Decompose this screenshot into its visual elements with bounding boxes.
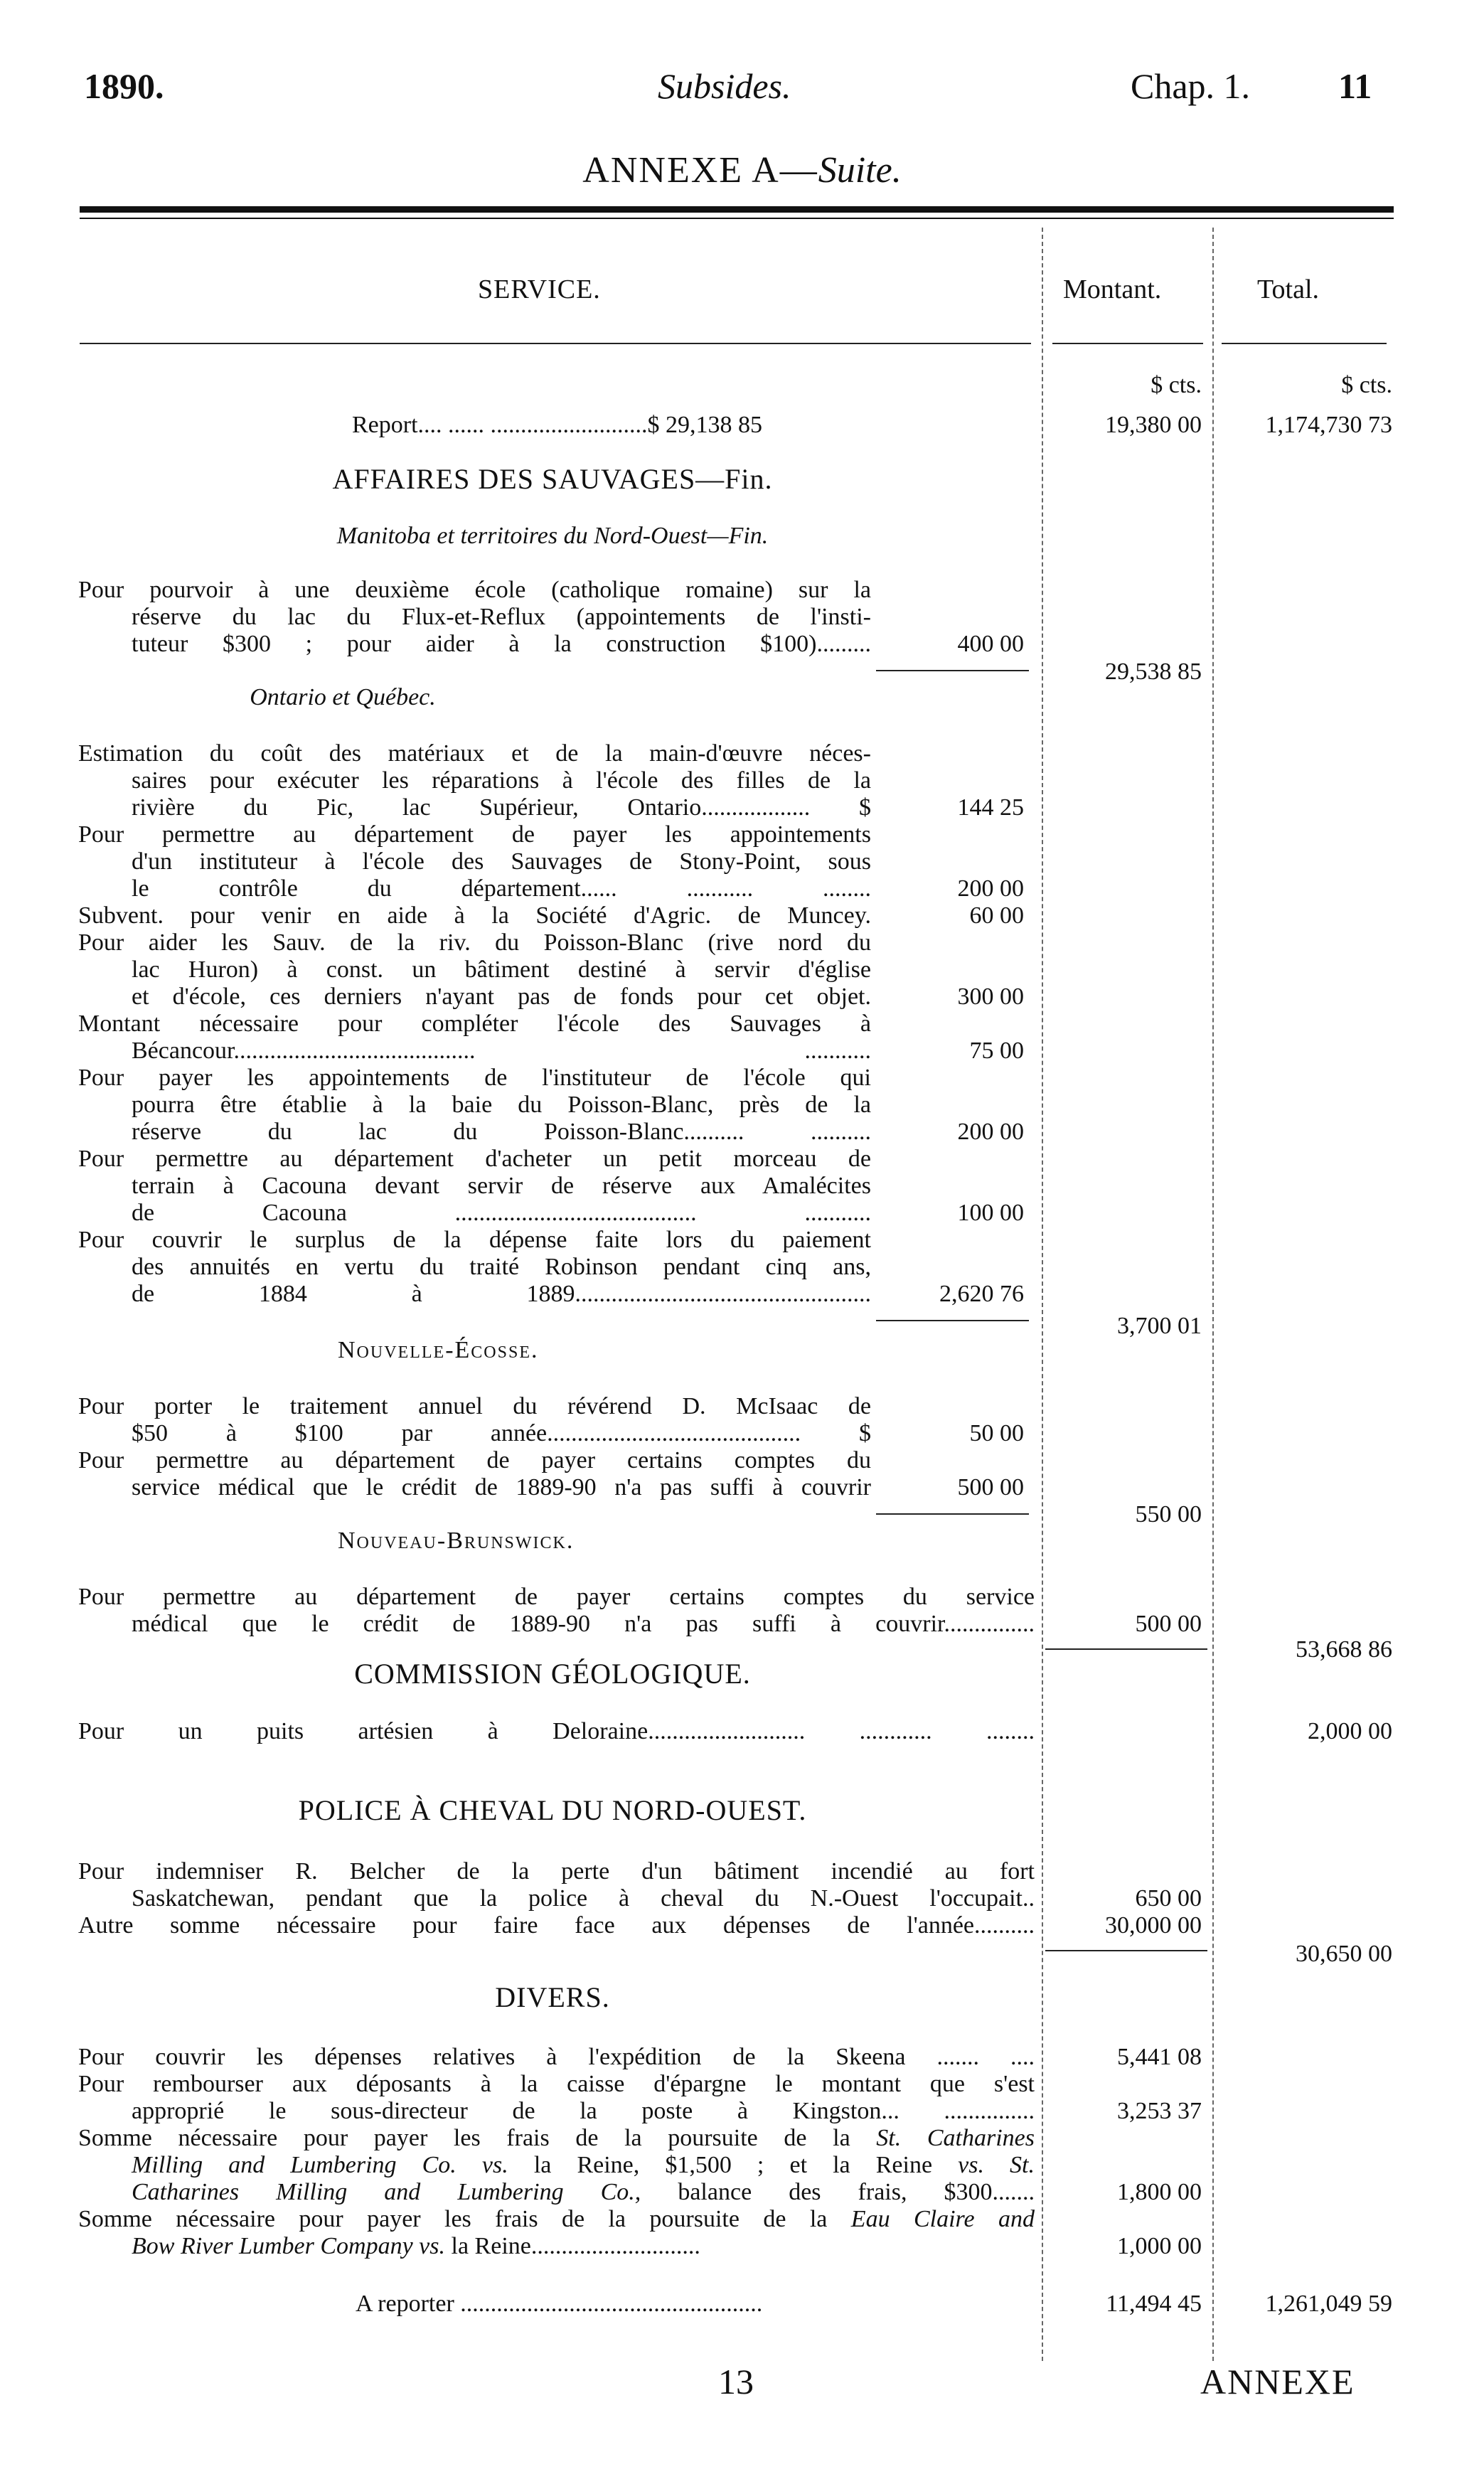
ontario-line (0, 794, 1484, 822)
line-text: Montant nécessaire pour compléter l'école des Sauvages à (78, 1011, 871, 1037)
ontario-line (0, 1253, 1484, 1281)
ontario-line (0, 1010, 1484, 1038)
line-amount: 2,620 76 (939, 1281, 1024, 1307)
ontario-line (0, 1172, 1484, 1200)
ontario-line (0, 1118, 1484, 1146)
ontario-line (0, 1091, 1484, 1119)
manitoba-amount: 400 00 (957, 631, 1024, 657)
line-text (78, 2124, 1035, 2153)
report-total: 1,174,730 73 (1265, 412, 1392, 438)
header-rule-total (1222, 343, 1387, 344)
subsection-nouveau-brunswick: Nouveau-Brunswick. (338, 1528, 575, 1554)
line-text: terrain à Cacouna devant servir de réserve aux Amalécites (132, 1173, 871, 1199)
ontario-line (0, 875, 1484, 903)
column-header-total: Total. (1257, 274, 1320, 304)
text-italic: Milling and Lumbering Co. vs. (132, 2152, 508, 2178)
line-text: rivière du Pic, lac Supérieur, Ontario.................. $ (132, 794, 871, 821)
line-text: Pour permettre au département de payer certains comptes du service (78, 1584, 1035, 1610)
text-italic: Eau Claire and (850, 2206, 1035, 2232)
line-text: Pour permettre au département d'acheter un petit morceau de (78, 1146, 871, 1172)
line-text (132, 2151, 1035, 2180)
ontario-line (0, 929, 1484, 957)
line-amount: 50 00 (969, 1420, 1024, 1446)
units-total: $ cts. (1341, 372, 1392, 398)
subsection-nouvelle-ecosse: Nouvelle-Écosse. (338, 1337, 539, 1363)
text-segment: la Reine............................ (451, 2233, 700, 2259)
line-text: Pour rembourser aux déposants à la caisse d'épargne le montant que s'est (78, 2071, 1035, 2097)
annexe-title (0, 149, 1484, 191)
ne-line (0, 1446, 1484, 1475)
manitoba-line-2 (0, 603, 1484, 631)
nb-line (0, 1610, 1484, 1638)
manitoba-subtotal: 29,538 85 (1105, 659, 1202, 685)
police-total: 30,650 00 (1296, 1941, 1392, 1967)
header-rule-montant (1052, 343, 1203, 344)
line-amount: 650 00 (1135, 1885, 1202, 1912)
ontario-line (0, 740, 1484, 768)
divers-line (0, 2043, 1484, 2072)
line-text: Pour permettre au département de payer certains comptes du (78, 1447, 871, 1473)
line-text: médical que le crédit de 1889-90 n'a pas suffi à couvrir............... (132, 1611, 1035, 1637)
line-amount: 300 00 (957, 984, 1024, 1010)
ne-subtotal: 550 00 (1135, 1501, 1202, 1528)
line-text: le contrôle du département...... ........... ........ (132, 875, 871, 902)
ontario-line (0, 1064, 1484, 1092)
footer-catchword: ANNEXE (1200, 2362, 1355, 2402)
column-header-service: SERVICE. (478, 274, 601, 304)
top-rule-thin (80, 218, 1394, 219)
units-row (0, 371, 1484, 400)
line-text: Pour aider les Sauv. de la riv. du Poisson-Blanc (rive nord du (78, 929, 871, 956)
line-text: Autre somme nécessaire pour faire face aux dépenses de l'année.......... (78, 1912, 1035, 1939)
line-text: de Cacouna ........................................ ........... (132, 1200, 871, 1226)
line-amount: 500 00 (957, 1474, 1024, 1500)
text-segment: la Reine, $1,500 ; et la Reine (533, 2152, 933, 2178)
line-amount: 100 00 (957, 1200, 1024, 1226)
divers-line (0, 2178, 1484, 2207)
line-text: Bécancour........................................ ........... (132, 1038, 871, 1064)
line-text: Pour pourvoir à une deuxième école (catholique romaine) sur la (78, 577, 871, 603)
line-text: lac Huron) à const. un bâtiment destiné à servir d'église (132, 956, 871, 983)
divers-line (0, 2070, 1484, 2099)
line-text: $50 à $100 par année.......................................... $ (132, 1420, 871, 1446)
text-italic: Bow River Lumber Company vs. (132, 2233, 446, 2259)
line-amount: 1,800 00 (1117, 2179, 1202, 2205)
ontario-line (0, 902, 1484, 930)
line-text: Pour permettre au département de payer les appointements (78, 821, 871, 848)
ontario-line (0, 1280, 1484, 1308)
manitoba-subtotal-row (0, 658, 1484, 686)
text-segment: Somme nécessaire pour payer les frais de la poursuite de la (78, 2206, 828, 2232)
line-amount: 200 00 (957, 1119, 1024, 1145)
ne-line (0, 1473, 1484, 1502)
text-italic: Catharines Milling and Lumbering Co., (132, 2179, 641, 2205)
ontario-line (0, 821, 1484, 849)
line-amount: 60 00 (969, 902, 1024, 929)
header-rule-service (80, 343, 1031, 344)
line-amount: 3,253 37 (1117, 2098, 1202, 2124)
header-year: 1890. (84, 66, 164, 106)
subsection-manitoba: Manitoba et territoires du Nord-Ouest—Fin. (336, 523, 769, 549)
police-line (0, 1885, 1484, 1913)
police-line (0, 1912, 1484, 1940)
line-text: Pour payer les appointements de l'instituteur de l'école qui (78, 1065, 871, 1091)
line-text (132, 2178, 1035, 2207)
manitoba-line-3 (0, 630, 1484, 659)
ontario-line (0, 1145, 1484, 1173)
line-text: Subvent. pour venir en aide à la Société d'Agric. de Muncey. (78, 902, 871, 929)
line-text: saires pour exécuter les réparations à l'école des filles de la (132, 767, 871, 794)
police-line (0, 1857, 1484, 1886)
section-commission-geologique: COMMISSION GÉOLOGIQUE. (354, 1658, 751, 1690)
ontario-line (0, 848, 1484, 876)
ontario-subtotal-row (0, 1312, 1484, 1340)
reporter-label: A reporter .................................................. (356, 2291, 763, 2317)
line-amount: 200 00 (957, 875, 1024, 902)
line-amount: 75 00 (969, 1038, 1024, 1064)
header-chapter: Chap. 1. (1131, 66, 1251, 106)
line-amount: 5,441 08 (1117, 2044, 1202, 2070)
line-text: et d'école, ces derniers n'ayant pas de fonds pour cet objet. (132, 984, 871, 1010)
header-page-number: 11 (1338, 66, 1372, 106)
units-montant: $ cts. (1151, 372, 1202, 398)
line-text: pourra être établie à la baie du Poisson-Blanc, près de la (132, 1092, 871, 1118)
line-text (78, 2205, 1035, 2234)
line-text: Estimation du coût des matériaux et de la main-d'œuvre néces- (78, 740, 871, 767)
line-text: service médical que le crédit de 1889-90 n'a pas suffi à couvrir (132, 1474, 871, 1500)
ontario-line (0, 1226, 1484, 1254)
section-police: POLICE À CHEVAL DU NORD-OUEST. (298, 1794, 807, 1826)
line-text: de 1884 à 1889................................................. (132, 1281, 871, 1307)
top-rule-thick (80, 206, 1394, 213)
reporter-row (0, 2290, 1484, 2318)
text-italic: St. Catharines (876, 2125, 1035, 2151)
line-text: réserve du lac du Flux-et-Reflux (appointements de l'insti- (132, 604, 871, 630)
footer-page-number: 13 (718, 2362, 754, 2402)
line-text (132, 2232, 1035, 2261)
line-text: des annuités en vertu du traité Robinson pendant cinq ans, (132, 1254, 871, 1280)
report-label: Report.... ...... ..........................$ 29,138 85 (352, 412, 763, 438)
text-segment: balance des frais, $300....... (678, 2179, 1035, 2205)
nb-line (0, 1583, 1484, 1611)
line-text: tuteur $300 ; pour aider à la construction $100)......... (132, 631, 871, 657)
text-italic: vs. St. (958, 2152, 1035, 2178)
ne-line (0, 1419, 1484, 1448)
ontario-subtotal: 3,700 01 (1117, 1313, 1202, 1339)
ontario-line (0, 1199, 1484, 1227)
line-text: Pour couvrir les dépenses relatives à l'expédition de la Skeena ....... .... (78, 2044, 1035, 2070)
line-total: 2,000 00 (1308, 1718, 1392, 1744)
section-divers: DIVERS. (495, 1981, 610, 2013)
ontario-line (0, 1037, 1484, 1065)
subsection-ontario: Ontario et Québec. (250, 684, 436, 710)
line-text: réserve du lac du Poisson-Blanc.......... .......... (132, 1119, 871, 1145)
line-amount: 1,000 00 (1117, 2233, 1202, 2259)
divers-line (0, 2097, 1484, 2126)
reporter-total: 1,261,049 59 (1265, 2291, 1392, 2317)
annexe-main: ANNEXE A— (582, 150, 818, 191)
commission-line (0, 1717, 1484, 1746)
section-affaires-sauvages: AFFAIRES DES SAUVAGES—Fin. (332, 463, 773, 495)
line-amount: 500 00 (1135, 1611, 1202, 1637)
ontario-line (0, 983, 1484, 1011)
line-text: approprié le sous-directeur de la poste à Kingston... ............... (132, 2098, 1035, 2124)
annexe-suite: Suite. (818, 150, 902, 191)
header-title: Subsides. (658, 66, 791, 106)
ne-line (0, 1392, 1484, 1421)
line-text: Saskatchewan, pendant que la police à cheval du N.-Ouest l'occupait.. (132, 1885, 1035, 1912)
divers-line (0, 2151, 1484, 2180)
line-text: Pour indemniser R. Belcher de la perte d'un bâtiment incendié au fort (78, 1858, 1035, 1885)
reporter-montant: 11,494 45 (1106, 2291, 1202, 2317)
divers-line (0, 2232, 1484, 2261)
manitoba-line-1 (0, 576, 1484, 604)
police-total-row (0, 1940, 1484, 1968)
line-amount: 30,000 00 (1105, 1912, 1202, 1939)
text-segment: Somme nécessaire pour payer les frais de la poursuite de la (78, 2125, 850, 2151)
divers-line (0, 2124, 1484, 2153)
ontario-line (0, 956, 1484, 984)
line-text: Pour porter le traitement annuel du révérend D. McIsaac de (78, 1393, 871, 1419)
column-header-montant: Montant. (1063, 274, 1162, 304)
line-text: Pour un puits artésien à Deloraine.......................... ............ ........ (78, 1718, 1035, 1744)
line-amount: 144 25 (957, 794, 1024, 821)
ne-subtotal-row (0, 1500, 1484, 1529)
ontario-line (0, 767, 1484, 795)
line-text: d'un instituteur à l'école des Sauvages de Stony-Point, sous (132, 848, 871, 875)
affaires-sauvages-total: 53,668 86 (1296, 1636, 1392, 1663)
divers-line (0, 2205, 1484, 2234)
report-montant: 19,380 00 (1105, 412, 1202, 438)
line-text: Pour couvrir le surplus de la dépense faite lors du paiement (78, 1227, 871, 1253)
report-row (0, 411, 1484, 439)
